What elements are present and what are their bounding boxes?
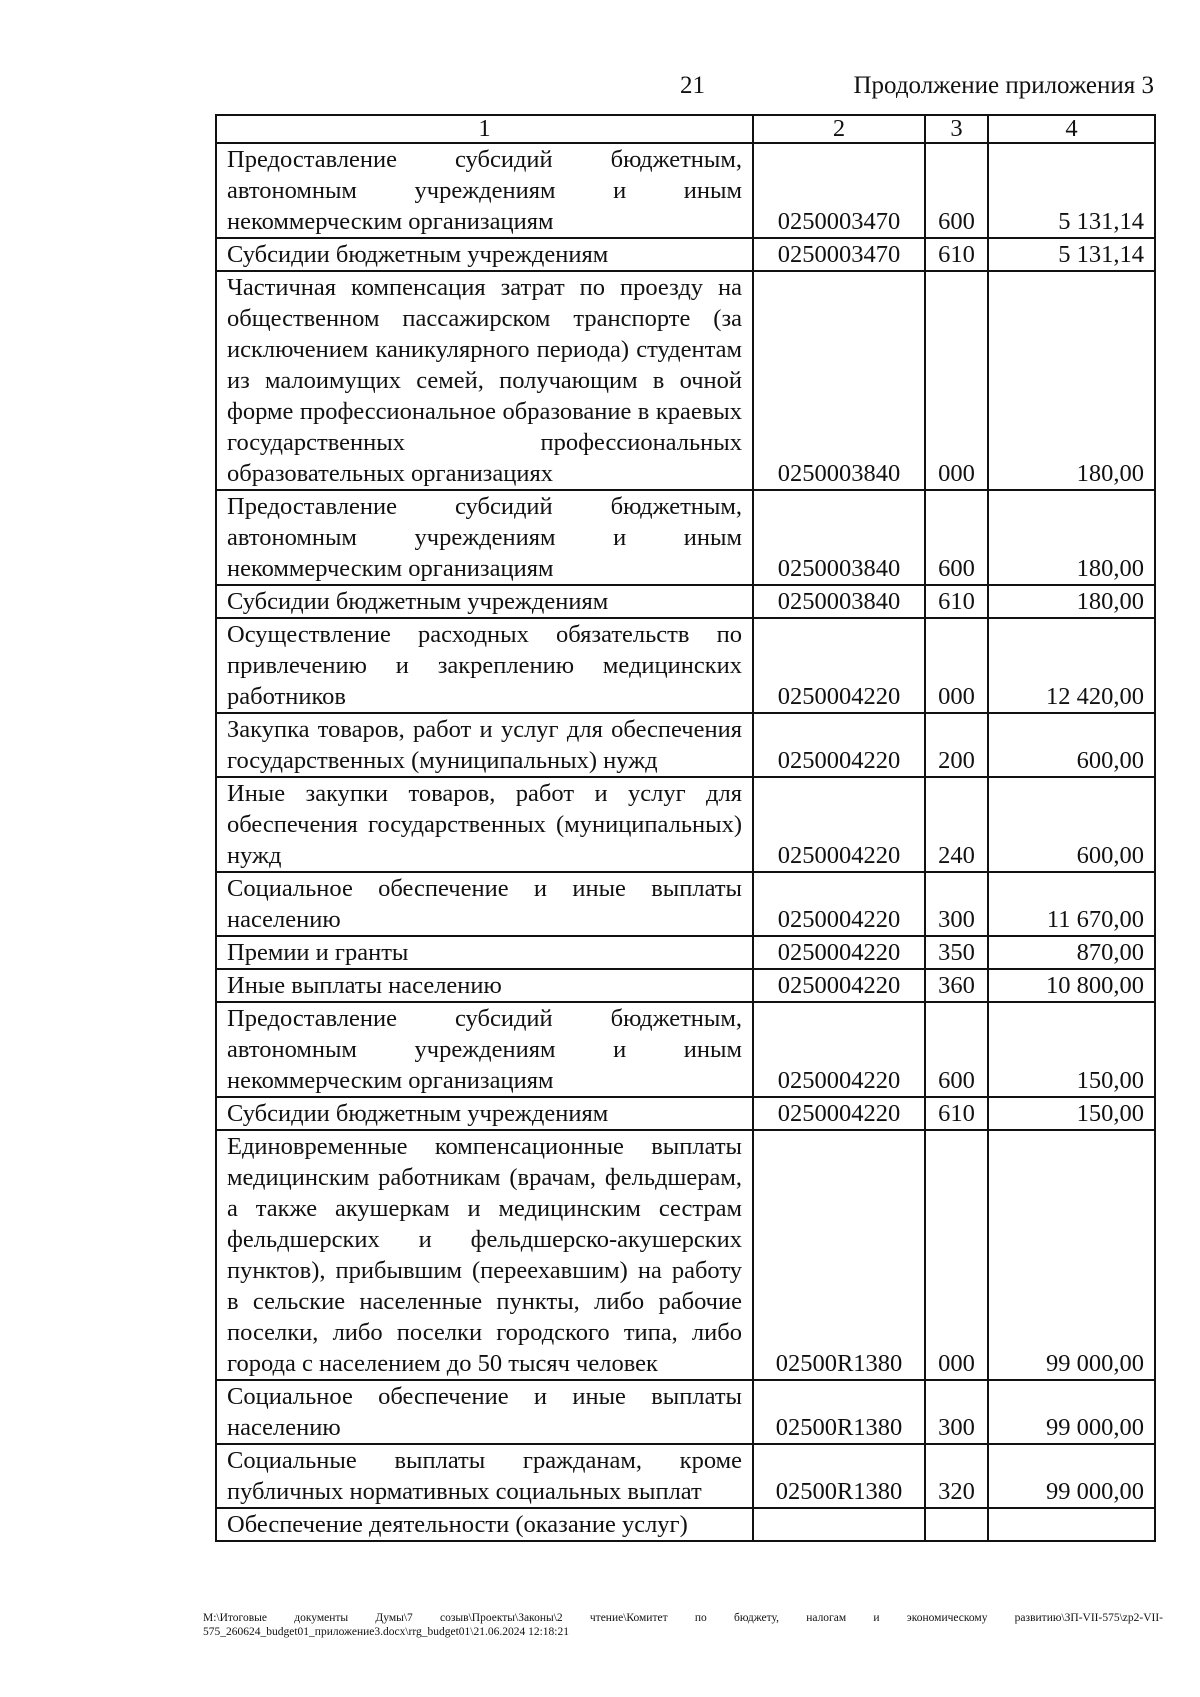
column-header-1: 1 — [216, 115, 753, 143]
table-row — [216, 936, 1155, 969]
row-amount: 11 670,00 — [988, 872, 1155, 936]
row-description: Обеспечение деятельности (оказание услуг) — [216, 1508, 753, 1541]
row-target-code: 0250004220 — [753, 1002, 925, 1097]
row-expense-type — [925, 1508, 988, 1541]
row-amount: 5 131,14 — [988, 143, 1155, 238]
row-description: Единовременные компенсационные выплаты медицинским работникам (врачам, фельдшерам, а также акушеркам и медицинским сестрам фельдшерских и фельдшерско-акушерских пунктов), прибывшим (переехавшим) на работу в сельские населенные пункты, либо рабочие поселки, либо поселки городского типа, либо города с населением до 50 тысяч человек — [216, 1130, 753, 1380]
row-amount: 99 000,00 — [988, 1130, 1155, 1380]
row-target-code: 0250004220 — [753, 618, 925, 713]
row-amount: 99 000,00 — [988, 1444, 1155, 1508]
continuation-label: Продолжение приложения 3 — [853, 72, 1154, 99]
row-description: Иные закупки товаров, работ и услуг для обеспечения государственных (муниципальных) нужд — [216, 777, 753, 872]
row-amount: 150,00 — [988, 1002, 1155, 1097]
row-amount — [988, 1508, 1155, 1541]
column-header-3: 3 — [925, 115, 988, 143]
row-target-code — [753, 1508, 925, 1541]
table-row — [216, 238, 1155, 271]
row-expense-type: 300 — [925, 1380, 988, 1444]
table-row — [216, 713, 1155, 777]
row-target-code: 02500R1380 — [753, 1444, 925, 1508]
row-amount: 10 800,00 — [988, 969, 1155, 1002]
row-expense-type: 300 — [925, 872, 988, 936]
row-description: Предоставление субсидий бюджетным, автономным учреждениям и иным некоммерческим организациям — [216, 490, 753, 585]
row-expense-type: 600 — [925, 143, 988, 238]
row-description: Закупка товаров, работ и услуг для обеспечения государственных (муниципальных) нужд — [216, 713, 753, 777]
row-description: Предоставление субсидий бюджетным, автономным учреждениям и иным некоммерческим организациям — [216, 143, 753, 238]
row-description: Иные выплаты населению — [216, 969, 753, 1002]
row-expense-type: 350 — [925, 936, 988, 969]
row-description: Социальные выплаты гражданам, кроме публичных нормативных социальных выплат — [216, 1444, 753, 1508]
row-amount: 180,00 — [988, 490, 1155, 585]
row-amount: 5 131,14 — [988, 238, 1155, 271]
row-amount: 180,00 — [988, 271, 1155, 490]
table-row — [216, 1380, 1155, 1444]
table-row — [216, 777, 1155, 872]
row-amount: 600,00 — [988, 713, 1155, 777]
header-row — [216, 115, 1155, 143]
row-expense-type: 360 — [925, 969, 988, 1002]
row-target-code: 0250003470 — [753, 143, 925, 238]
row-expense-type: 610 — [925, 238, 988, 271]
row-amount: 150,00 — [988, 1097, 1155, 1130]
table-row — [216, 585, 1155, 618]
row-target-code: 0250003840 — [753, 490, 925, 585]
row-description: Субсидии бюджетным учреждениям — [216, 238, 753, 271]
row-target-code: 0250003840 — [753, 585, 925, 618]
table-row — [216, 1508, 1155, 1541]
row-target-code: 0250003840 — [753, 271, 925, 490]
table-row — [216, 1002, 1155, 1097]
table-row — [216, 490, 1155, 585]
row-expense-type: 240 — [925, 777, 988, 872]
row-amount: 180,00 — [988, 585, 1155, 618]
row-target-code: 0250004220 — [753, 1097, 925, 1130]
row-expense-type: 000 — [925, 271, 988, 490]
row-amount: 99 000,00 — [988, 1380, 1155, 1444]
row-expense-type: 600 — [925, 490, 988, 585]
row-description: Предоставление субсидий бюджетным, автономным учреждениям и иным некоммерческим организациям — [216, 1002, 753, 1097]
row-description: Частичная компенсация затрат по проезду на общественном пассажирском транспорте (за исключением каникулярного периода) студентам из малоимущих семей, получающим в очной форме профессиональное образование в краевых государственных профессиональных образовательных организациях — [216, 271, 753, 490]
column-header-2: 2 — [753, 115, 925, 143]
row-description: Социальное обеспечение и иные выплаты населению — [216, 872, 753, 936]
row-target-code: 0250004220 — [753, 713, 925, 777]
table-row — [216, 618, 1155, 713]
row-expense-type: 000 — [925, 1130, 988, 1380]
table-row — [216, 1444, 1155, 1508]
column-header-4: 4 — [988, 115, 1155, 143]
row-amount: 600,00 — [988, 777, 1155, 872]
row-description: Осуществление расходных обязательств по привлечению и закреплению медицинских работников — [216, 618, 753, 713]
row-expense-type: 200 — [925, 713, 988, 777]
page-number: 21 — [680, 72, 705, 99]
table-row — [216, 1130, 1155, 1380]
table-row — [216, 143, 1155, 238]
row-target-code: 0250004220 — [753, 777, 925, 872]
row-target-code: 02500R1380 — [753, 1380, 925, 1444]
row-target-code: 0250004220 — [753, 969, 925, 1002]
table-row — [216, 872, 1155, 936]
row-description: Субсидии бюджетным учреждениям — [216, 585, 753, 618]
row-amount: 12 420,00 — [988, 618, 1155, 713]
table-row — [216, 969, 1155, 1002]
row-expense-type: 610 — [925, 1097, 988, 1130]
table-row — [216, 1097, 1155, 1130]
row-amount: 870,00 — [988, 936, 1155, 969]
budget-table — [215, 114, 1156, 1542]
row-target-code: 0250004220 — [753, 936, 925, 969]
row-expense-type: 000 — [925, 618, 988, 713]
row-description: Социальное обеспечение и иные выплаты населению — [216, 1380, 753, 1444]
table-row — [216, 271, 1155, 490]
row-target-code: 0250003470 — [753, 238, 925, 271]
row-description: Премии и гранты — [216, 936, 753, 969]
row-expense-type: 320 — [925, 1444, 988, 1508]
row-expense-type: 610 — [925, 585, 988, 618]
row-target-code: 02500R1380 — [753, 1130, 925, 1380]
table-body — [216, 143, 1155, 1541]
row-target-code: 0250004220 — [753, 872, 925, 936]
document-path-footer: M:\Итоговые документы Думы\7 созыв\Проекты\Законы\2 чтение\Комитет по бюджету, налогам и экономическому развитию\ЗП-VII-575\zp2-VII-575_260624_budget01_приложение3.docx\rrg_budget01\21.06.2024 12:18:21 — [203, 1612, 1163, 1638]
row-expense-type: 600 — [925, 1002, 988, 1097]
row-description: Субсидии бюджетным учреждениям — [216, 1097, 753, 1130]
